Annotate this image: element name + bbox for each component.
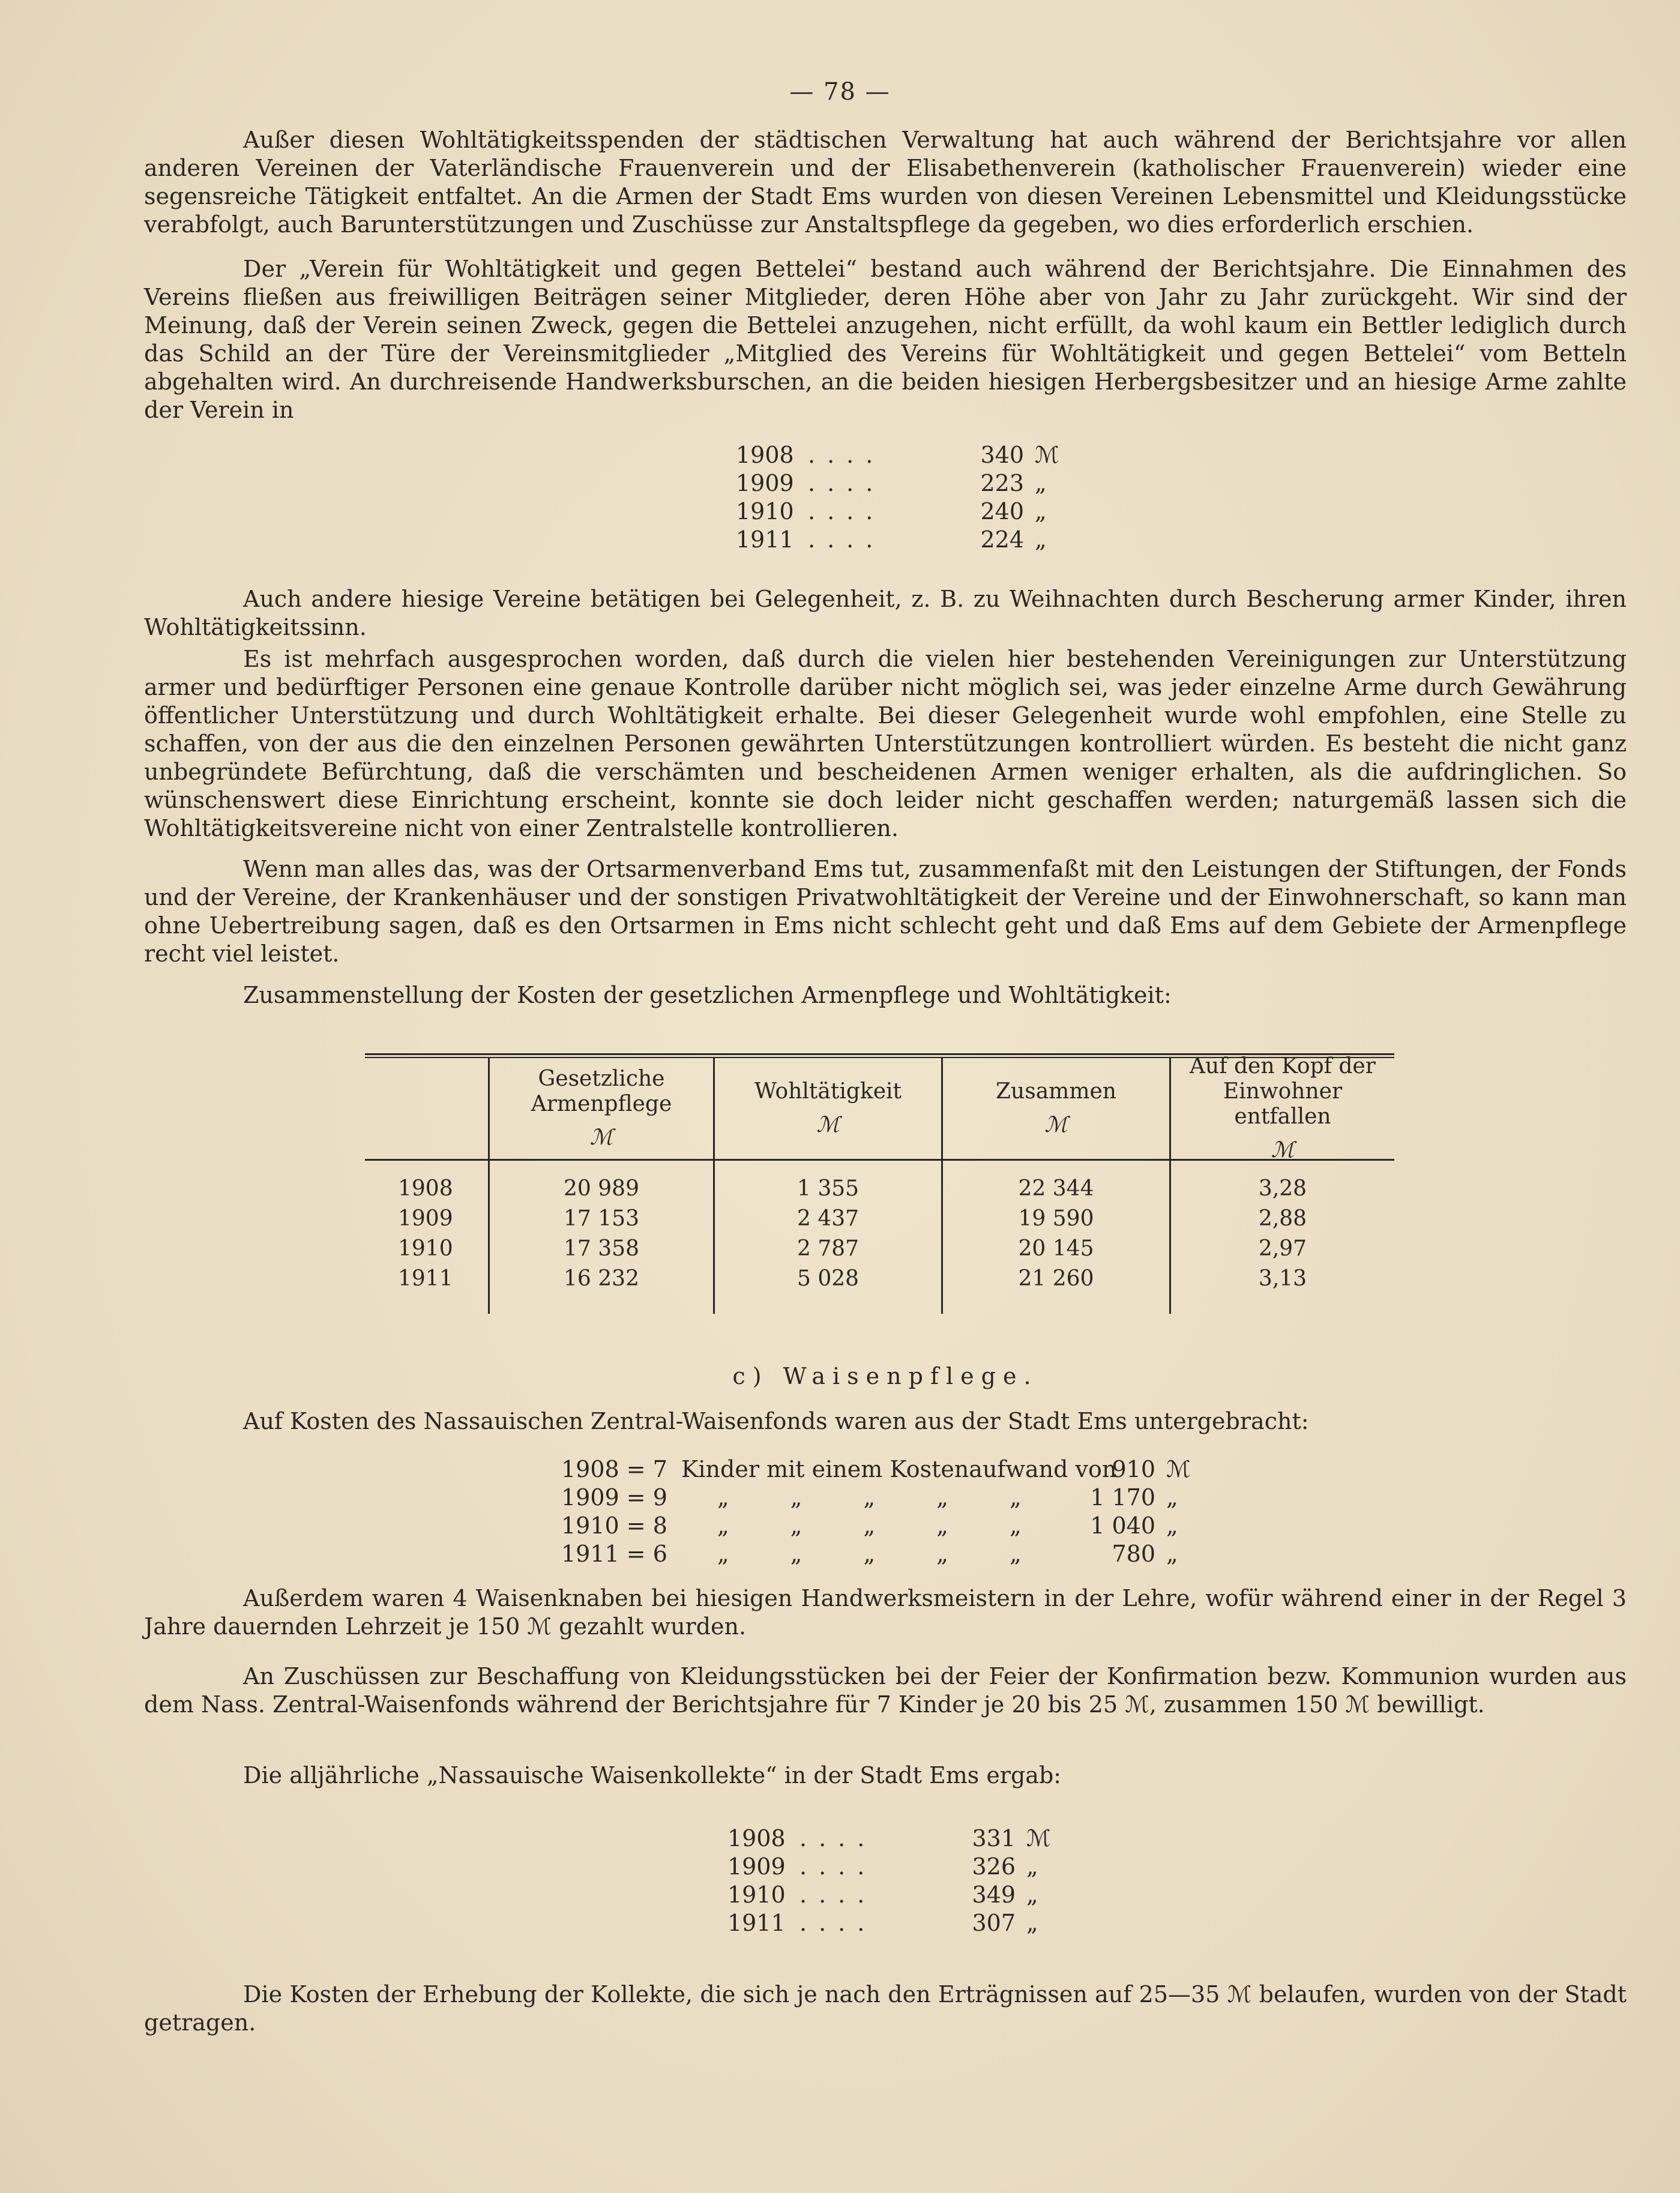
amount: 340 (980, 442, 1024, 468)
table-cell: 5 028 (796, 1266, 860, 1291)
header-wohltaetigkeit (713, 1058, 941, 1159)
table-header (365, 1054, 1394, 1163)
block-5 (144, 855, 1627, 968)
paragraph-2: Der „Verein für Wohltätigkeit und gegen Bettelei“ bestand auch während der Berichtsjahre. Die Einnahmen des Vereins fließen aus freiwilligen Beiträgen seiner Mitglieder, deren Höhe aber von Jahr zu Jahr zurückgeht. Wir sind der Meinung, daß der Verein seinen Zweck, gegen die Bettelei anzugehen, nicht erfüllt, da wohl kaum ein Bettler lediglich durch das Schild an der Türe der Vereinsmitglieder „Mitglied des Vereins für Wohltätigkeit und gegen Bettelei“ vom Betteln abgehalten wird. An durchreisende Handwerksburschen, an die beiden hiesigen Herbergsbesitzer und an hiesige Arme zahlte der Verein in (144, 256, 1627, 423)
dots: .... (799, 1910, 877, 1936)
year: 1911 (736, 526, 794, 553)
collection-list (727, 1824, 1062, 1937)
section-heading: c) Waisenpflege. (732, 1363, 1038, 1389)
header-zusammen (941, 1058, 1169, 1159)
table-cell: 3,13 (1258, 1266, 1307, 1291)
year: 1909 (736, 470, 794, 496)
list-item (727, 1881, 1062, 1909)
list-item (736, 498, 1071, 526)
list-item (561, 1455, 1202, 1484)
unit: ℳ (1166, 1456, 1191, 1482)
table-cell: 22 344 (1018, 1176, 1094, 1201)
list-item (561, 1512, 1202, 1540)
table-cell: 2 437 (796, 1206, 860, 1231)
table-body (365, 1161, 1394, 1314)
paragraph-4: Es ist mehrfach ausgesprochen worden, daß durch die vielen hier bestehenden Vereinigungen zur Unterstützung armer und bedürftiger Personen eine genaue Kontrolle darüber nicht möglich sei, was jeder einzelne Arme durch Gewährung öffentlicher Unterstützung und durch Wohltätigkeit erhalte. Bei dieser Gelegenheit wurde wohl empfohlen, eine Stelle zu schaffen, von der aus die den einzelnen Personen gewährten Unterstützungen kontrolliert würden. Es besteht die nicht ganz unbegründete Befürchtung, daß die verschämten und bescheidenen Armen weniger erhalten, als die aufdringlichen. So wünschenswert diese Einrichtung erscheint, konnte sie doch leider nicht geschaffen werden; naturgemäß lassen sich die Wohltätigkeitsvereine nicht von einer Zentralstelle kontrollieren. (144, 646, 1627, 841)
amount: 240 (980, 498, 1024, 525)
list-item (561, 1484, 1202, 1512)
block-4 (144, 645, 1627, 843)
verein-payments-list (736, 441, 1071, 554)
paragraph-10: An Zuschüssen zur Beschaffung von Kleidungsstücken bei der Feier der Konfirmation bezw. Kommunion wurden aus dem Nass. Zentral-Waisenfonds während der Berichtsjahre für 7 Kinder je 20 bis 25 ℳ, zusammen 150 ℳ bewilligt. (144, 1663, 1627, 1718)
year: 1910 (736, 498, 794, 525)
year: 1909 (727, 1853, 786, 1880)
header-label: Zusammen (996, 1079, 1116, 1104)
table-cell: 1911 (398, 1266, 453, 1291)
block-2 (144, 255, 1627, 424)
amount: 307 (972, 1910, 1016, 1936)
paragraph-3: Auch andere hiesige Vereine betätigen bei Gelegenheit, z. B. zu Weihnachten durch Bescherung armer Kinder, ihren Wohltätigkeitssinn. (144, 586, 1627, 640)
year-count: 1908 = 7 (561, 1456, 667, 1482)
year: 1911 (727, 1910, 786, 1936)
column-zusammen (941, 1161, 1169, 1314)
dots: .... (808, 442, 885, 468)
table-cell: 17 358 (564, 1236, 639, 1261)
list-item (727, 1909, 1062, 1937)
table-cell: 3,28 (1258, 1176, 1307, 1201)
block-7 (144, 1362, 1627, 1391)
column-kopf (1169, 1161, 1394, 1314)
table-cell: 1 355 (796, 1176, 860, 1201)
unit: „ (1035, 526, 1047, 553)
list-item (727, 1853, 1062, 1881)
column-armenpflege (488, 1161, 713, 1314)
paragraph-1: Außer diesen Wohltätigkeitsspenden der städtischen Verwaltung hat auch während der Berichtsjahre vor allen anderen Vereinen der Vaterländische Frauenverein und der Elisabethenverein (katholischer Frauenverein) wieder eine segensreiche Tätigkeit entfaltet. An die Armen der Stadt Ems wurden von diesen Vereinen Lebensmittel und Kleidungsstücke verabfolgt, auch Barunterstützungen und Zuschüsse zur Anstaltspflege da gegeben, wo dies erforderlich erschien. (144, 127, 1627, 238)
table-cell: 19 590 (1018, 1206, 1094, 1231)
year-count: 1911 = 6 (561, 1541, 667, 1567)
table-cell: 20 145 (1018, 1236, 1094, 1261)
ditto-marks: „ „ „ „ „ (717, 1484, 1022, 1511)
table-cell: 2 787 (796, 1236, 860, 1261)
table-cell: 1908 (398, 1176, 453, 1201)
amount: 1 040 (1090, 1512, 1155, 1539)
block-6 (144, 981, 1627, 1009)
block-3 (144, 585, 1627, 642)
year-count: 1909 = 9 (561, 1484, 667, 1511)
header-label: Wohltätigkeit (754, 1079, 902, 1104)
column-year (365, 1161, 488, 1314)
header-armenpflege (488, 1058, 713, 1159)
header-year (365, 1058, 488, 1159)
table-cell: 1909 (398, 1206, 453, 1231)
block-8 (144, 1407, 1627, 1436)
unit: „ (1166, 1484, 1178, 1511)
header-unit: ℳ (816, 1113, 840, 1137)
year: 1910 (727, 1882, 786, 1908)
unit: ℳ (1035, 442, 1059, 468)
block-12 (144, 1981, 1627, 2037)
header-label: Gesetzliche Armenpflege (531, 1066, 672, 1116)
paragraph-8: Auf Kosten des Nassauischen Zentral-Waisenfonds waren aus der Stadt Ems untergebracht: (243, 1408, 1309, 1434)
year: 1908 (727, 1825, 786, 1852)
paragraph-12: Die Kosten der Erhebung der Kollekte, die sich je nach den Erträgnissen auf 25—35 ℳ belaufen, wurden von der Stadt getragen. (144, 1981, 1627, 2036)
amount: 780 (1112, 1541, 1155, 1567)
block-10 (144, 1662, 1627, 1719)
list-item (736, 441, 1071, 469)
ditto-marks: „ „ „ „ „ (717, 1512, 1022, 1539)
list-item (736, 526, 1071, 554)
header-unit: ℳ (589, 1125, 613, 1150)
paragraph-11: Die alljährliche „Nassauische Waisenkollekte“ in der Stadt Ems ergab: (243, 1762, 1062, 1788)
dots: .... (799, 1882, 877, 1908)
ditto-marks: „ „ „ „ „ (717, 1541, 1022, 1567)
table-caption: Zusammenstellung der Kosten der gesetzlichen Armenpflege und Wohltätigkeit: (243, 982, 1172, 1008)
dots: .... (799, 1853, 877, 1880)
table-cell: 2,88 (1258, 1206, 1307, 1231)
table-cell: 17 153 (564, 1206, 639, 1231)
block-9 (144, 1584, 1627, 1641)
block-11 (144, 1761, 1627, 1790)
amount: 224 (980, 526, 1024, 553)
list-item (727, 1824, 1062, 1853)
table-cell: 1910 (398, 1236, 453, 1261)
dots: .... (808, 498, 885, 525)
header-kopf (1169, 1054, 1394, 1163)
orphans-list (561, 1455, 1202, 1568)
table-cell: 20 989 (564, 1176, 639, 1201)
table-cell: 21 260 (1018, 1266, 1094, 1291)
unit: „ (1026, 1853, 1038, 1880)
amount: 910 (1112, 1456, 1155, 1482)
paragraph-9: Außerdem waren 4 Waisenknaben bei hiesigen Handwerksmeistern in der Lehre, wofür während einer in der Regel 3 Jahre dauernden Lehrzeit je 150 ℳ gezahlt wurden. (144, 1585, 1627, 1640)
list-item (561, 1540, 1202, 1568)
year: 1908 (736, 442, 794, 468)
header-unit: ℳ (1271, 1138, 1295, 1163)
unit: „ (1026, 1910, 1038, 1936)
year-count: 1910 = 8 (561, 1512, 667, 1539)
table-cell: 2,97 (1258, 1236, 1307, 1261)
unit: „ (1026, 1882, 1038, 1908)
unit: „ (1166, 1541, 1178, 1567)
table-cell: 16 232 (564, 1266, 639, 1291)
dots: .... (799, 1825, 877, 1852)
description: Kinder mit einem Kostenaufwand von (681, 1456, 1117, 1482)
list-item (736, 469, 1071, 498)
header-unit: ℳ (1044, 1113, 1068, 1137)
paragraph-5: Wenn man alles das, was der Ortsarmenverband Ems tut, zusammenfaßt mit den Leistungen der Stiftungen, der Fonds und der Vereine, der Krankenhäuser und der sonstigen Privatwohltätigkeit der Vereine und der Einwohnerschaft, so kann man ohne Uebertreibung sagen, daß es den Ortsarmen in Ems nicht schlecht geht und daß Ems auf dem Gebiete der Armenpflege recht viel leistet. (144, 856, 1627, 967)
header-label: Auf den Kopf der Einwohner entfallen (1190, 1054, 1376, 1129)
amount: 331 (972, 1825, 1016, 1852)
block-1 (144, 126, 1627, 239)
dots: .... (808, 526, 885, 553)
column-wohltaetigkeit (713, 1161, 941, 1314)
cost-table (365, 1053, 1394, 1314)
dots: .... (808, 470, 885, 496)
amount: 349 (972, 1882, 1016, 1908)
amount: 1 170 (1090, 1484, 1155, 1511)
unit: „ (1035, 498, 1047, 525)
unit: „ (1035, 470, 1047, 496)
unit: „ (1166, 1512, 1178, 1539)
page-number: — 78 — (789, 78, 891, 106)
unit: ℳ (1026, 1825, 1051, 1852)
amount: 223 (980, 470, 1024, 496)
amount: 326 (972, 1853, 1016, 1880)
